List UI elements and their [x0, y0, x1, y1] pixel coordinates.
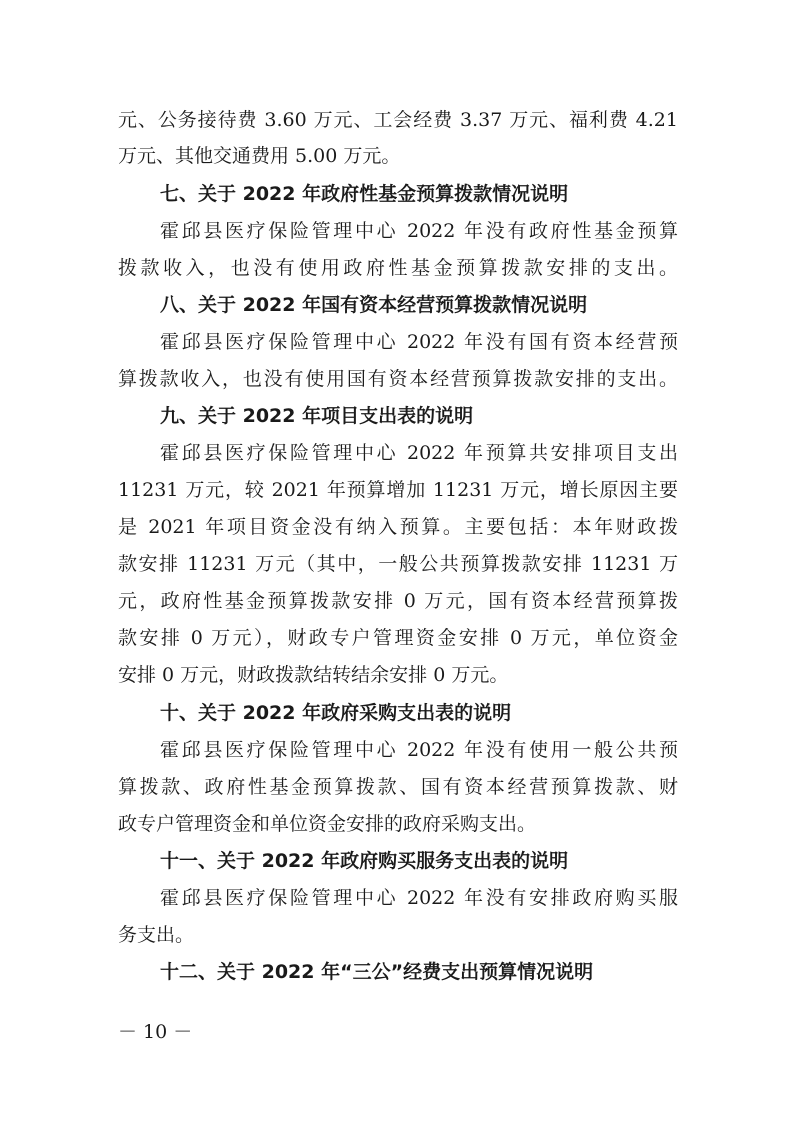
text-line: 霍邱县医疗保险管理中心 2022 年没有国有资本经营预 — [160, 331, 678, 353]
text-line: 霍邱县医疗保险管理中心 2022 年没有政府性基金预算 — [160, 220, 678, 242]
text-line: 款安排 0 万元），财政专户管理资金安排 0 万元，单位资金 — [118, 627, 678, 649]
text-line: 务支出。 — [118, 924, 195, 946]
text-line: 算拨款收入，也没有使用国有资本经营预算拨款安排的支出。 — [118, 368, 678, 390]
text-line: 安排 0 万元，财政拨款结转结余安排 0 万元。 — [118, 664, 509, 686]
text-line: 霍邱县医疗保险管理中心 2022 年没有安排政府购买服 — [160, 887, 678, 909]
section-heading: 十、关于 2022 年政府采购支出表的说明 — [160, 702, 512, 724]
text-line: 元，政府性基金预算拨款安排 0 万元，国有资本经营预算拨 — [118, 590, 678, 612]
page-number: － 10 － — [118, 1021, 193, 1043]
text-line: 政专户管理资金和单位资金安排的政府采购支出。 — [118, 813, 537, 835]
section-heading: 九、关于 2022 年项目支出表的说明 — [160, 405, 474, 427]
text-line: 算拨款、政府性基金预算拨款、国有资本经营预算拨款、财 — [118, 776, 678, 798]
section-heading: 八、关于 2022 年国有资本经营预算拨款情况说明 — [160, 294, 588, 316]
section-heading: 十二、关于 2022 年“三公”经费支出预算情况说明 — [160, 961, 594, 983]
text-line: 拨款收入，也没有使用政府性基金预算拨款安排的支出。 — [118, 257, 678, 279]
text-line: 是 2021 年项目资金没有纳入预算。主要包括：本年财政拨 — [118, 516, 678, 538]
text-line: 霍邱县医疗保险管理中心 2022 年预算共安排项目支出 — [160, 442, 678, 464]
section-heading: 七、关于 2022 年政府性基金预算拨款情况说明 — [160, 183, 569, 205]
section-heading: 十一、关于 2022 年政府购买服务支出表的说明 — [160, 850, 569, 872]
text-line: 万元、其他交通费用 5.00 万元。 — [118, 145, 401, 167]
text-line: 霍邱县医疗保险管理中心 2022 年没有使用一般公共预 — [160, 739, 678, 761]
text-line: 11231 万元，较 2021 年预算增加 11231 万元，增长原因主要 — [118, 479, 678, 501]
text-line: 款安排 11231 万元（其中，一般公共预算拨款安排 11231 万 — [118, 553, 678, 575]
text-line: 元、公务接待费 3.60 万元、工会经费 3.37 万元、福利费 4.21 — [118, 109, 678, 131]
